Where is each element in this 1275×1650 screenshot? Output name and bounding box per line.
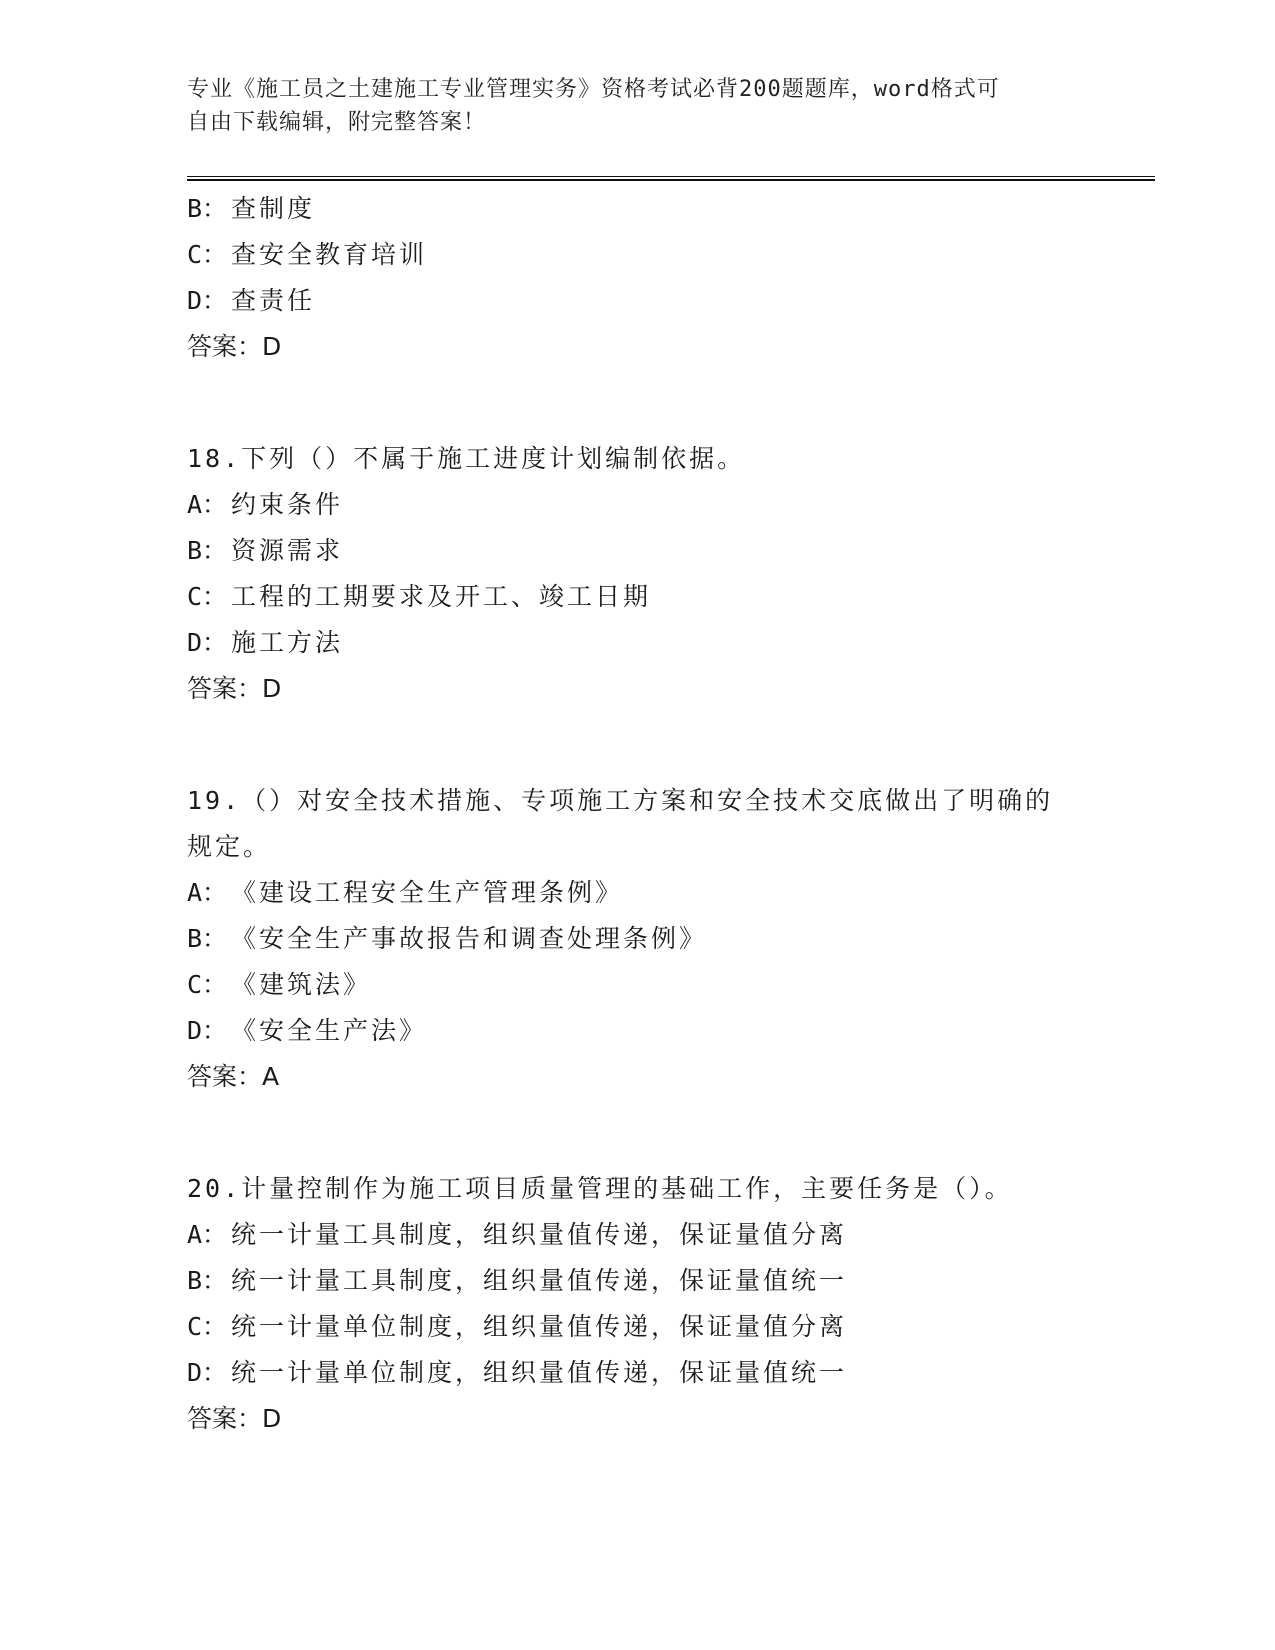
spacer bbox=[187, 370, 1087, 436]
spacer bbox=[187, 1100, 1087, 1166]
answer-line: 答案：A bbox=[187, 1062, 280, 1091]
option-a bbox=[187, 1212, 1087, 1258]
option-label: B： bbox=[187, 194, 228, 223]
option-label: B： bbox=[187, 536, 228, 565]
question-18 bbox=[187, 436, 1087, 712]
question-stem-line-1: 19.（）对安全技术措施、专项施工方案和安全技术交底做出了明确的 bbox=[187, 786, 1054, 815]
option-text: 资源需求 bbox=[231, 536, 344, 565]
option-text: 《建筑法》 bbox=[231, 970, 372, 999]
option-c bbox=[187, 962, 1087, 1008]
option-c bbox=[187, 232, 1087, 278]
question-stem-line-2: 规定。 bbox=[187, 832, 272, 861]
option-label: B： bbox=[187, 1266, 228, 1295]
option-text: 查安全教育培训 bbox=[231, 240, 428, 269]
option-text: 约束条件 bbox=[231, 490, 344, 519]
option-d bbox=[187, 1008, 1087, 1054]
question-stem: 20.计量控制作为施工项目质量管理的基础工作，主要任务是（）。 bbox=[187, 1174, 1013, 1203]
document-header bbox=[187, 73, 1067, 139]
option-a bbox=[187, 482, 1087, 528]
option-b bbox=[187, 186, 1087, 232]
option-label: C： bbox=[187, 1312, 228, 1341]
question-19 bbox=[187, 778, 1087, 1100]
option-text: 统一计量单位制度，组织量值传递，保证量值统一 bbox=[231, 1358, 848, 1387]
option-label: D： bbox=[187, 628, 228, 657]
option-text: 施工方法 bbox=[231, 628, 344, 657]
option-label: D： bbox=[187, 1016, 228, 1045]
option-b bbox=[187, 1258, 1087, 1304]
option-c bbox=[187, 1304, 1087, 1350]
option-a bbox=[187, 870, 1087, 916]
option-label: C： bbox=[187, 582, 228, 611]
option-d bbox=[187, 278, 1087, 324]
option-text: 统一计量工具制度，组织量值传递，保证量值统一 bbox=[231, 1266, 848, 1295]
question-20 bbox=[187, 1166, 1087, 1442]
option-label: A： bbox=[187, 878, 228, 907]
answer-line: 答案：D bbox=[187, 1404, 282, 1433]
option-text: 《安全生产法》 bbox=[231, 1016, 428, 1045]
answer-line: 答案：D bbox=[187, 332, 282, 361]
header-title-line-1: 专业《施工员之土建施工专业管理实务》资格考试必背200题题库，word格式可 bbox=[187, 77, 1000, 102]
option-label: C： bbox=[187, 970, 228, 999]
option-label: A： bbox=[187, 1220, 228, 1249]
option-label: D： bbox=[187, 286, 228, 315]
option-text: 统一计量工具制度，组织量值传递，保证量值分离 bbox=[231, 1220, 848, 1249]
header-divider bbox=[187, 176, 1155, 181]
question-list bbox=[187, 186, 1087, 1442]
option-d bbox=[187, 1350, 1087, 1396]
answer-line: 答案：D bbox=[187, 674, 282, 703]
header-title-line-2: 自由下载编辑，附完整答案！ bbox=[187, 110, 487, 135]
option-text: 《建设工程安全生产管理条例》 bbox=[231, 878, 624, 907]
spacer bbox=[187, 712, 1087, 778]
option-b bbox=[187, 916, 1087, 962]
option-text: 《安全生产事故报告和调查处理条例》 bbox=[231, 924, 708, 953]
option-label: B： bbox=[187, 924, 228, 953]
option-text: 查责任 bbox=[231, 286, 316, 315]
option-text: 工程的工期要求及开工、竣工日期 bbox=[231, 582, 652, 611]
option-text: 查制度 bbox=[231, 194, 316, 223]
question-stem: 18.下列（）不属于施工进度计划编制依据。 bbox=[187, 444, 746, 473]
option-label: D： bbox=[187, 1358, 228, 1387]
option-label: A： bbox=[187, 490, 228, 519]
question-17-continuation bbox=[187, 186, 1087, 370]
option-c bbox=[187, 574, 1087, 620]
option-label: C： bbox=[187, 240, 228, 269]
option-d bbox=[187, 620, 1087, 666]
option-text: 统一计量单位制度，组织量值传递，保证量值分离 bbox=[231, 1312, 848, 1341]
option-b bbox=[187, 528, 1087, 574]
